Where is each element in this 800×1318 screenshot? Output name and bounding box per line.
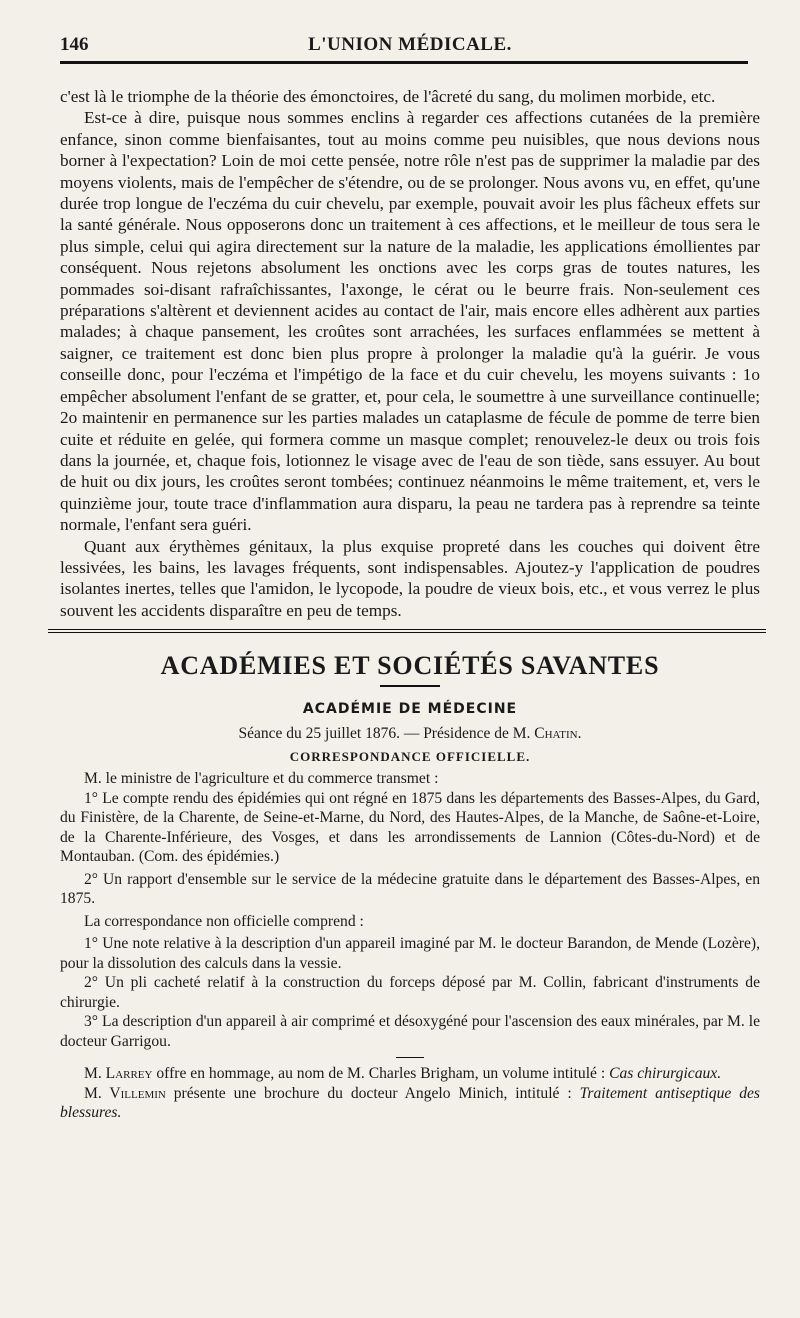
page-header bbox=[60, 28, 760, 62]
session-minutes bbox=[60, 769, 760, 1123]
page-number: 146 bbox=[60, 34, 89, 55]
minutes-paragraph: M. le ministre de l'agriculture et du commerce transmet : bbox=[84, 770, 439, 788]
session-text: Séance du 25 juillet 1876. — Présidence de M. bbox=[238, 725, 535, 743]
session-end: . bbox=[577, 725, 582, 743]
correspondence-heading: CORRESPONDANCE OFFICIELLE. bbox=[289, 749, 531, 765]
work-title: Traitement antiseptique des blessures. bbox=[60, 1084, 760, 1122]
minutes-paragraph: La correspondance non officielle comprend : bbox=[84, 912, 364, 930]
section-title: ACADÉMIES ET SOCIÉTÉS SAVANTES bbox=[160, 651, 660, 681]
academy-heading: ACADÉMIE DE MÉDECINE bbox=[302, 701, 518, 718]
journal-title: L'UNION MÉDICALE. bbox=[308, 34, 512, 55]
minutes-paragraph bbox=[60, 1064, 760, 1084]
paragraph: c'est là le triomphe de la théorie des émonctoires, de l'âcreté du sang, du molimen morbide, etc. bbox=[60, 87, 716, 106]
minutes-text: offre en hommage, au nom de M. Charles Brigham, un volume intitulé : bbox=[152, 1065, 610, 1083]
paragraph: Quant aux érythèmes génitaux, la plus exquise propreté dans les couches qui doivent être lessivées, les bains, les lavages fréquents, sont indispensables. Ajoutez-y l'application de poudres isolantes inertes, telles que l'amidon, le lycopode, la poudre de vieux bois, etc., et vous verrez le plus souvent les accidents disparaître en peu de temps. bbox=[60, 536, 760, 620]
session-line bbox=[60, 725, 760, 743]
president-name: Chatin bbox=[534, 725, 578, 743]
minutes-paragraph: 1° Une note relative à la description d'un appareil imaginé par M. le docteur Barandon, de Mende (Lozère), pour la dissolution des calculs dans la vessie. bbox=[60, 935, 760, 972]
title-underline bbox=[380, 685, 440, 687]
minutes-text: présente une brochure du docteur Angelo Minich, intitulé : bbox=[165, 1084, 580, 1102]
minutes-paragraph bbox=[60, 1084, 760, 1123]
minutes-paragraph: 3° La description d'un appareil à air comprimé et désoxygéné pour l'ascension des eaux minérales, par M. le docteur Garrigou. bbox=[60, 1013, 760, 1050]
paragraph: Est-ce à dire, puisque nous sommes enclins à regarder ces affections cutanées de la première enfance, sinon comme bienfaisantes, tout au moins comme peu nuisibles, que nous devions nous borner à l'expectation? Loin de moi cette pensée, notre rôle n'est pas de supprimer la maladie par des moyens violents, mais de l'empêcher de s'étendre, ou de se prolonger. Nous avons vu, en effet, qu'une durée trop longue de l'eczéma du cuir chevelu, par exemple, pouvait avoir les plus fâcheux effets sur la santé générale. Nous opposerons donc un traitement à ces affections, et le meilleur de tous sera le plus simple, celui qui agira directement sur la nature de la maladie, les applications émollientes par conséquent. Nous rejetons absolument les onctions avec les corps gras de toutes natures, les pommades soi-disant rafraîchissantes, l'axonge, le cérat ou le beurre frais. Non-seulement ces préparations s'altèrent et deviennent acides au contact de l'air, mais encore elles adhèrent aux parties malades; à chaque pansement, les croûtes sont arrachées, les surfaces enflammées se mettent à saigner, ce traitement est donc bien plus propre à prolonger la maladie qu'à la guérir. Je vous conseille donc, pour l'eczéma et l'impétigo de la face et du cuir chevelu, les moyens suivants : 1o empêcher absolument l'enfant de se gratter, et, pour cela, le soumettre à une surveillance continuelle; 2o maintenir en permanence sur les parties malades un cataplasme de fécule de pomme de terre bien cuite et réduite en gelée, qui formera comme un masque complet; renouvelez-le deux ou trois fois dans la journée, et, chaque fois, lotionnez le visage avec de l'eau de son tiède, sans essuyer. Au bout de huit ou dix jours, les croûtes seront tombées; continuez néanmoins le même traitement, et, vers le quinzième jour, toute trace d'inflammation aura disparu, la peau ne tardera pas à reprendre sa teinte normale, l'enfant sera guéri. bbox=[60, 108, 760, 535]
member-name: M. Villemin bbox=[84, 1084, 166, 1102]
member-name: M. Larrey bbox=[84, 1065, 153, 1083]
header-rule bbox=[60, 61, 748, 64]
section-divider bbox=[48, 629, 766, 633]
separator bbox=[396, 1057, 424, 1058]
minutes-paragraph: 1° Le compte rendu des épidémies qui ont régné en 1875 dans les départements des Basses-Alpes, du Gard, du Finistère, de la Charente, de Seine-et-Marne, du Nord, des Hautes-Alpes, de la Manche, de Saône-et-Loire, de la Charente-Inférieure, des Vosges, et dans les arrondissements de Lannion (Côtes-du-Nord) et de Montauban. (Com. des épidémies.) bbox=[60, 789, 760, 866]
minutes-paragraph: 2° Un rapport d'ensemble sur le service de la médecine gratuite dans le département des Basses-Alpes, en 1875. bbox=[60, 870, 760, 908]
work-title: Cas chirurgicaux. bbox=[609, 1065, 722, 1083]
minutes-paragraph: 2° Un pli cacheté relatif à la construction du forceps déposé par M. Collin, fabricant d'instruments de chirurgie. bbox=[60, 974, 760, 1011]
article-body bbox=[60, 86, 760, 621]
